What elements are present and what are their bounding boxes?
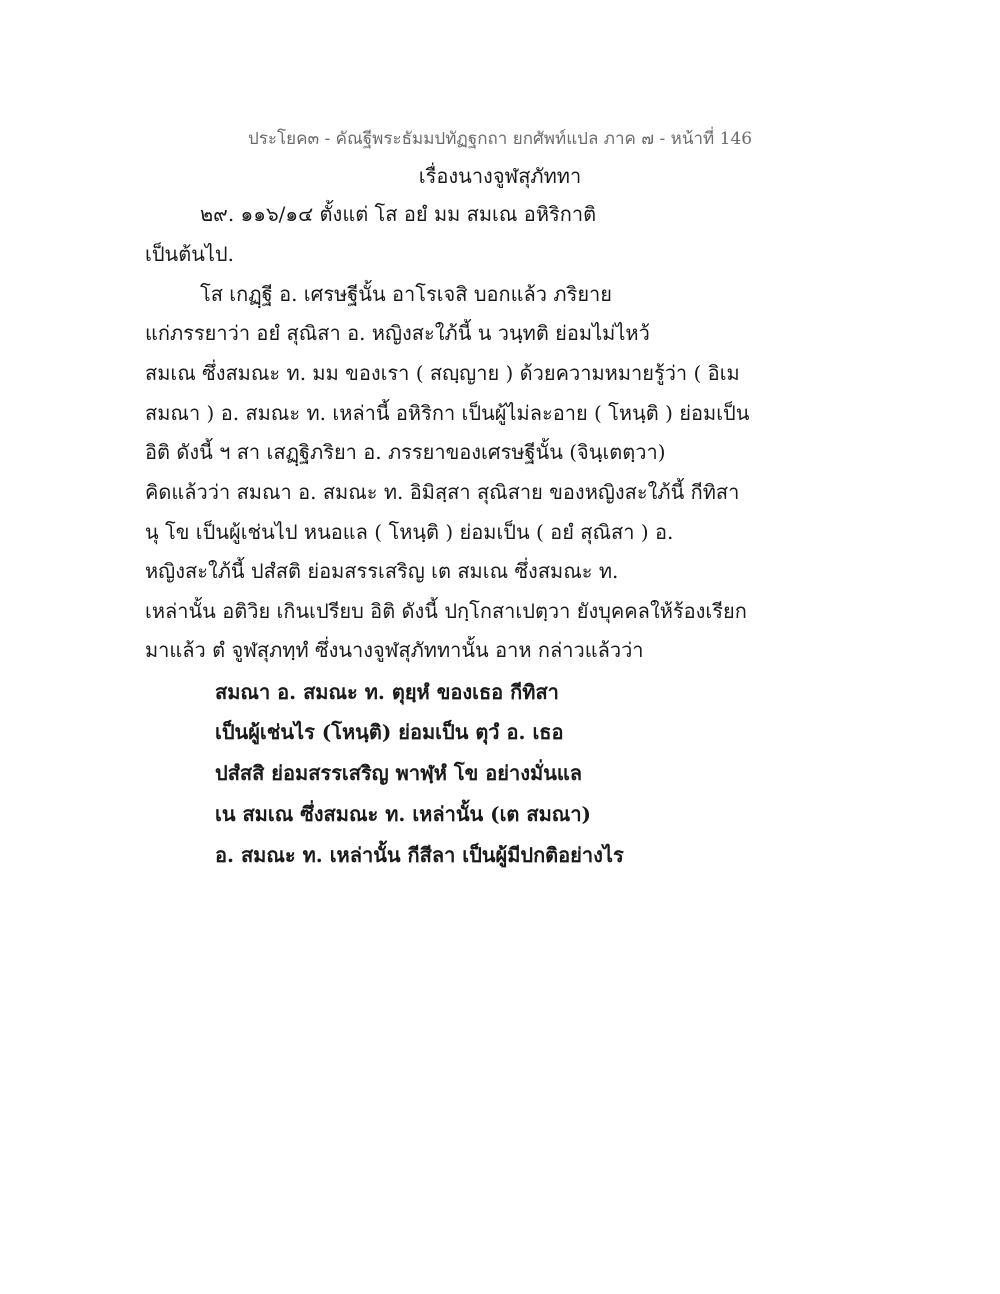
quote-line: เป็นผู้เช่นไร (โหนฺติ) ย่อมเป็น ตุวํ อ. เธอ [215, 720, 564, 744]
body-line: แก่ภรรยาว่า อยํ สุณิสา อ. หญิงสะใภ้นี้ น วนฺทติ ย่อมไม่ไหว้ [145, 321, 650, 345]
body-line: เป็นต้นไป. [145, 242, 234, 266]
body-line: สมเณ ซึ่งสมณะ ท. มม ของเรา ( สญฺญาย ) ด้วยความหมายรู้ว่า ( อิเม [145, 361, 740, 385]
body-line: คิดแล้วว่า สมณา อ. สมณะ ท. อิมิสฺสา สุณิสาย ของหญิงสะใภ้นี้ กีทิสา [145, 480, 740, 504]
quote-line: ปสํสสิ ย่อมสรรเสริญ พาฬฺหํ โข อย่างมั่นแล [215, 761, 583, 785]
body-line: เหล่านั้น อติวิย เกินเปรียบ อิติ ดังนี้ ปกฺโกสาเปตฺวา ยังบุคคลให้ร้องเรียก [145, 599, 747, 623]
body-line: สมณา ) อ. สมณะ ท. เหล่านี้ อหิริกา เป็นผู้ไม่ละอาย ( โหนฺติ ) ย่อมเป็น [145, 401, 750, 425]
body-line: ๒๙. ๑๑๖/๑๔ ตั้งแต่ โส อยํ มม สมเณ อหิริกาติ [200, 202, 597, 226]
quote-line: เน สมเณ ซึ่งสมณะ ท. เหล่านั้น (เต สมณา) [215, 802, 592, 826]
story-title: เรื่องนางจูฬสุภัททา [418, 164, 582, 188]
body-line: โส เกฏฺฐี อ. เศรษฐีนั้น อาโรเจสิ บอกแล้ว ภริยาย [200, 282, 612, 306]
body-line: มาแล้ว ตํ จูฬสุภทฺทํ ซึ่งนางจูฬสุภัททานั้น อาห กล่าวแล้วว่า [145, 638, 644, 662]
body-line: หญิงสะใภ้นี้ ปสํสติ ย่อมสรรเสริญ เต สมเณ ซึ่งสมณะ ท. [145, 559, 619, 583]
body-line: นุ โข เป็นผู้เช่นไป หนอแล ( โหนฺติ ) ย่อมเป็น ( อยํ สุณิสา ) อ. [145, 520, 674, 544]
body-line: อิติ ดังนี้ ฯ สา เสฏฺฐิภริยา อ. ภรรยาของเศรษฐีนั้น (จินฺเตตฺวา) [145, 440, 666, 464]
page-header: ประโยค๓ - คัณฐีพระธัมมปทัฏฐกถา ยกศัพท์แปล ภาค ๗ - หน้าที่ 146 [247, 129, 753, 149]
quote-line: อ. สมณะ ท. เหล่านั้น กีสีลา เป็นผู้มีปกติอย่างไร [215, 843, 624, 867]
quote-line: สมณา อ. สมณะ ท. ตุยฺหํ ของเธอ กีทิสา [215, 680, 559, 704]
